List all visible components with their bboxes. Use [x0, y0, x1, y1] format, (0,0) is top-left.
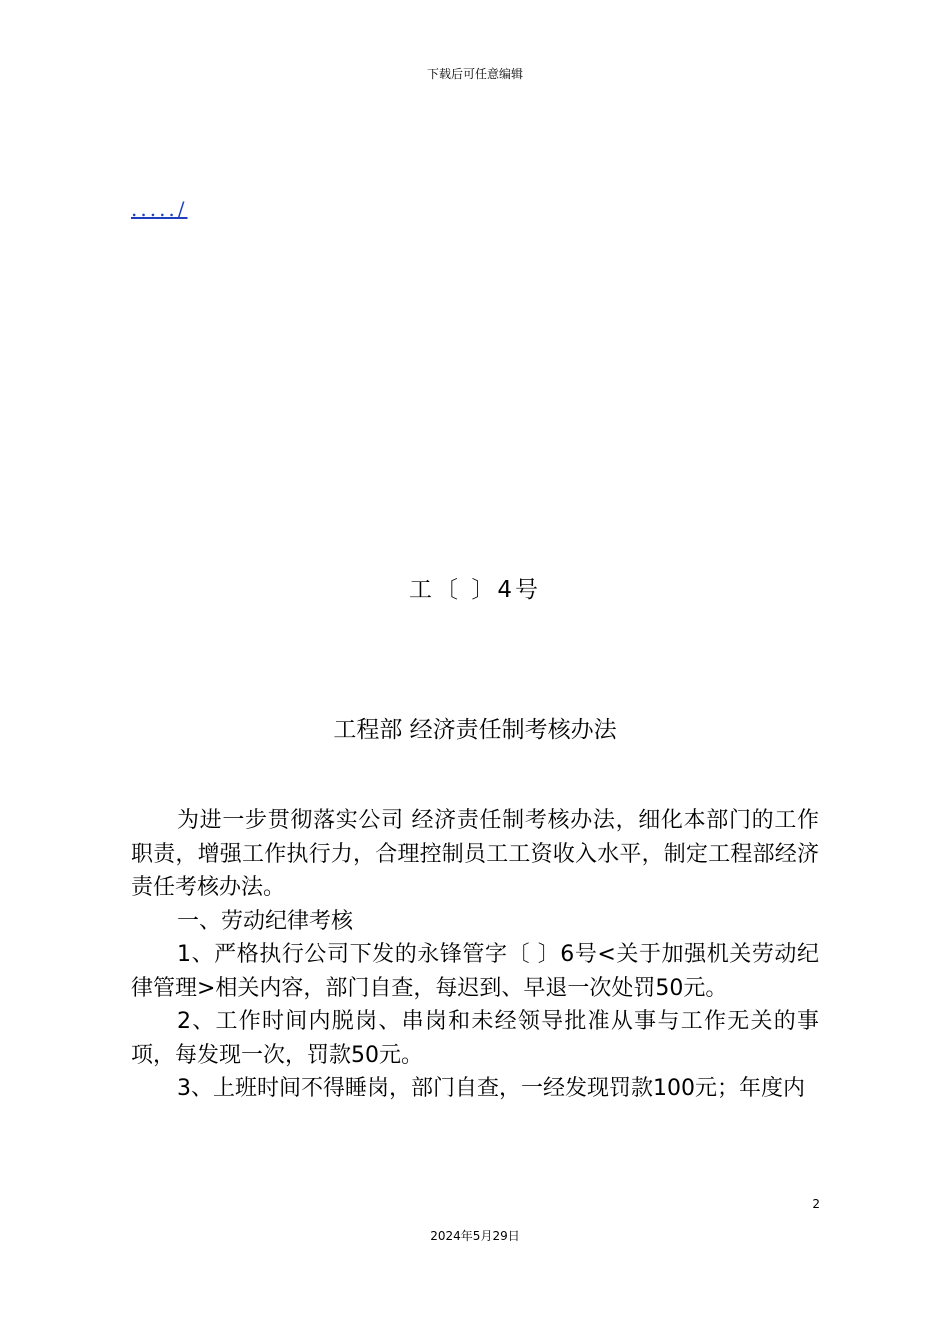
document-body: [131, 804, 819, 1106]
footer-date: 2024年5月29日: [430, 1229, 520, 1243]
page-number: 2: [812, 1197, 820, 1211]
section-heading-labor-discipline: 一、劳动纪律考核: [177, 908, 354, 934]
paragraph-item-1: 1、严格执行公司下发的永锋管字〔 〕6号<关于加强机关劳动纪律管理>相关内容，部门自查，每迟到、早退一次处罚50元。: [131, 942, 819, 1001]
document-number: 工〔 〕4号: [409, 577, 541, 603]
header-note: 下载后可任意编辑: [426, 67, 523, 81]
paragraph-intro: 为进一步贯彻落实公司 经济责任制考核办法，细化本部门的工作职责，增强工作执行力，合理控制员工工资收入水平，制定工程部经济责任考核办法。: [131, 808, 819, 900]
dots-link[interactable]: ...../: [131, 197, 188, 221]
paragraph-item-3: 3、上班时间不得睡岗，部门自查，一经发现罚款100元；年度内: [177, 1076, 805, 1101]
document-title: 工程部 经济责任制考核办法: [333, 717, 617, 743]
paragraph-item-2: 2、工作时间内脱岗、串岗和未经领导批准从事与工作无关的事项，每发现一次，罚款50元。: [131, 1009, 819, 1068]
